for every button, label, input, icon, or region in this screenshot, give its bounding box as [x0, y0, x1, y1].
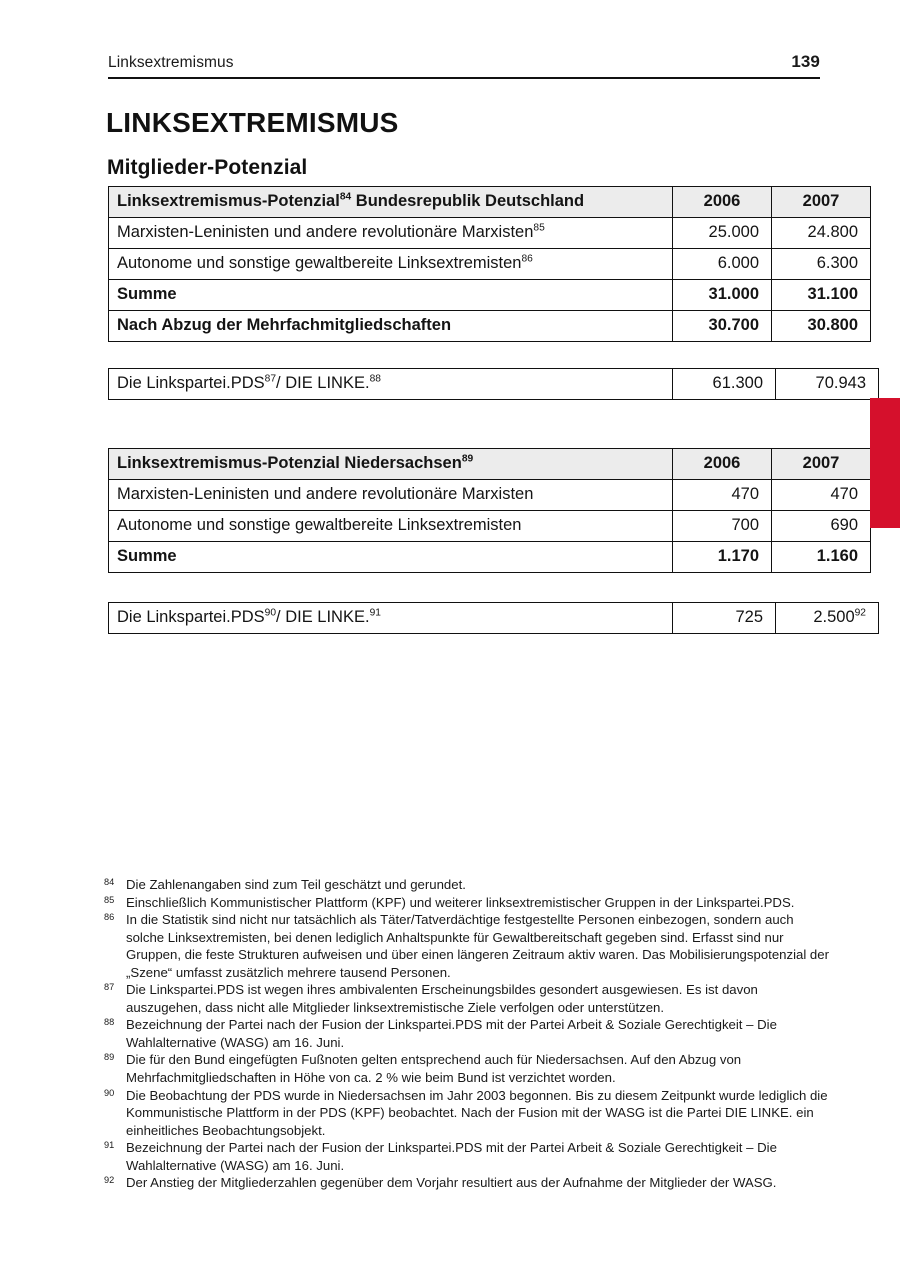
footnote-text: Die Linkspartei.PDS ist wegen ihres ambivalenten Erscheinungsbildes gesondert ausgewiesen. Es ist davon auszugehen, dass nicht alle Mitglieder linksextremistische Ziele verfolgen oder unterstützen.	[126, 982, 758, 1015]
page-number: 139	[791, 52, 820, 71]
cell-2007: 1.160	[772, 542, 871, 573]
row-label	[109, 249, 673, 280]
footnote-number: 85	[104, 894, 115, 905]
chapter-tab-marker	[870, 398, 900, 528]
footnote-item	[104, 1016, 834, 1051]
page-title: LINKSEXTREMISMUS	[106, 106, 399, 138]
cell-2007	[776, 603, 879, 634]
table-row	[109, 249, 871, 280]
footnote-ref-86[interactable]: 86	[521, 253, 533, 265]
cell-2006: 725	[673, 603, 776, 634]
footnote-text: In die Statistik sind nicht nur tatsächlich als Täter/Tatverdächtige festgestellte Personen einbezogen, sondern auch solche Linksextremisten, bei denen lediglich Anhaltspunkte für Gewaltbereitschaft gegeben sind. Erfasst sind nur Gruppen, die feste Strukturen aufweisen und über einen längeren Zeitraum aktiv waren. Das Mobilisierungspotenzial der „Szene“ umfasst zusätzlich mehrere tausend Personen.	[126, 912, 829, 980]
row-label-text: Marxisten-Leninisten und andere revolutionäre Marxisten	[117, 222, 534, 241]
column-header-label-tail: Bundesrepublik Deutschland	[351, 191, 585, 210]
column-header-label	[109, 449, 673, 480]
footnote-item	[104, 1087, 834, 1140]
row-label-text: Autonome und sonstige gewaltbereite Linksextremisten	[117, 253, 522, 272]
column-header-2006: 2006	[673, 449, 772, 480]
table-header	[109, 187, 871, 218]
column-header-2007: 2007	[772, 187, 871, 218]
footnote-number: 84	[104, 877, 115, 887]
cell-2006: 31.000	[673, 280, 772, 311]
footnote-text: Die für den Bund eingefügten Fußnoten gelten entsprechend auch für Niedersachsen. Auf den Abzug von Mehrfachmitgliedschaften in Höhe von ca. 2 % wie beim Bund ist verzichtet worden.	[126, 1052, 742, 1086]
table-row	[109, 369, 879, 400]
footnote-number: 86	[104, 912, 115, 923]
cell-2007: 470	[772, 480, 871, 511]
footnote-ref-87[interactable]: 87	[264, 373, 277, 385]
table-body	[109, 218, 871, 342]
cell-2006: 700	[673, 511, 772, 542]
footnote-number: 92	[104, 1175, 115, 1186]
row-label	[109, 603, 673, 634]
footnote-item	[104, 1051, 834, 1086]
running-head-title: Linksextremismus	[108, 54, 234, 71]
footnote-number: 89	[104, 1052, 115, 1063]
footnote-item	[104, 911, 834, 981]
footnote-item	[104, 981, 834, 1016]
table-row-summe	[109, 280, 871, 311]
cell-2006: 25.000	[673, 218, 772, 249]
table-row-nach-abzug	[109, 311, 871, 342]
table-linksextremismus-potenzial-niedersachsen	[108, 448, 871, 573]
table-row	[109, 218, 871, 249]
table-linksextremismus-potenzial-bund	[108, 186, 871, 342]
cell-2006: 30.700	[673, 311, 772, 342]
table-header-row	[109, 187, 871, 218]
footnote-text: Der Anstieg der Mitgliederzahlen gegenüber dem Vorjahr resultiert aus der Aufnahme der Mitglieder der WASG.	[126, 1175, 777, 1191]
footnote-ref-84[interactable]: 84	[339, 191, 352, 203]
table-linkspartei-niedersachsen	[108, 602, 879, 634]
row-label: Nach Abzug der Mehrfachmitgliedschaften	[109, 311, 673, 342]
row-label-text-a: Die Linkspartei.PDS	[117, 607, 265, 626]
footnote-ref-92[interactable]: 92	[854, 607, 866, 619]
footnote-text: Bezeichnung der Partei nach der Fusion der Linkspartei.PDS mit der Partei Arbeit & Soziale Gerechtigkeit – Die Wahlalternative (WASG) am 16. Juni.	[126, 1017, 777, 1050]
table-header-row	[109, 449, 871, 480]
row-label-text-a: Die Linkspartei.PDS	[117, 373, 265, 392]
footnote-number: 90	[104, 1087, 115, 1098]
footnote-item	[104, 1139, 834, 1174]
row-label: Autonome und sonstige gewaltbereite Linksextremisten	[109, 511, 673, 542]
cell-2006: 61.300	[673, 369, 776, 400]
column-header-label-text: Linksextremismus-Potenzial	[117, 191, 340, 210]
row-label-text-b: / DIE LINKE.	[276, 373, 370, 392]
cell-2006: 1.170	[673, 542, 772, 573]
row-label: Summe	[109, 542, 673, 573]
footnote-item	[104, 876, 834, 894]
cell-2007: 690	[772, 511, 871, 542]
row-label	[109, 218, 673, 249]
table-linkspartei-bund	[108, 368, 879, 400]
cell-2007: 24.800	[772, 218, 871, 249]
footnote-ref-91[interactable]: 91	[369, 607, 381, 619]
table-row	[109, 480, 871, 511]
cell-2007: 30.800	[772, 311, 871, 342]
column-header-label-text: Linksextremismus-Potenzial Niedersachsen	[117, 453, 462, 472]
table-row	[109, 603, 879, 634]
footnote-text: Die Zahlenangaben sind zum Teil geschätzt und gerundet.	[126, 877, 466, 892]
footnotes-section	[104, 876, 834, 1192]
header-rule	[108, 77, 820, 79]
footnote-item	[104, 894, 834, 912]
footnote-ref-88[interactable]: 88	[369, 373, 381, 385]
footnote-ref-89[interactable]: 89	[461, 453, 474, 465]
cell-2006: 6.000	[673, 249, 772, 280]
column-header-label	[109, 187, 673, 218]
footnote-item	[104, 1174, 834, 1192]
cell-2007: 70.943	[776, 369, 879, 400]
footnote-text: Bezeichnung der Partei nach der Fusion der Linkspartei.PDS mit der Partei Arbeit & Soziale Gerechtigkeit – Die Wahlalternative (WASG) am 16. Juni.	[126, 1140, 777, 1173]
table-row-summe	[109, 542, 871, 573]
row-label	[109, 369, 673, 400]
footnote-text: Einschließlich Kommunistischer Plattform (KPF) und weiterer linksextremistischer Gruppen in der Linkspartei.PDS.	[126, 894, 795, 910]
footnote-ref-90[interactable]: 90	[264, 607, 277, 619]
table-body	[109, 480, 871, 573]
section-title: Mitglieder-Potenzial	[107, 156, 308, 180]
footnote-number: 91	[104, 1140, 115, 1151]
footnote-ref-85[interactable]: 85	[533, 222, 545, 234]
row-label-text-b: / DIE LINKE.	[276, 607, 370, 626]
cell-2006: 470	[673, 480, 772, 511]
table-body	[109, 369, 879, 400]
cell-2007: 31.100	[772, 280, 871, 311]
footnote-text: Die Beobachtung der PDS wurde in Niedersachsen im Jahr 2003 begonnen. Bis zu diesem Zeitpunkt wurde lediglich die Kommunistische Plattform in der PDS (KPF) beobachtet. Nach der Fusion mit der WASG ist die Partei DIE LINKE. ein einheitliches Beobachtungsobjekt.	[126, 1087, 828, 1138]
cell-2007-value: 2.500	[813, 607, 855, 626]
footnote-number: 88	[104, 1017, 115, 1028]
table-row	[109, 511, 871, 542]
running-head	[108, 52, 820, 72]
column-header-2007: 2007	[772, 449, 871, 480]
cell-2007: 6.300	[772, 249, 871, 280]
column-header-2006: 2006	[673, 187, 772, 218]
table-body	[109, 603, 879, 634]
table-header	[109, 449, 871, 480]
row-label: Marxisten-Leninisten und andere revolutionäre Marxisten	[109, 480, 673, 511]
row-label: Summe	[109, 280, 673, 311]
footnote-number: 87	[104, 982, 115, 993]
